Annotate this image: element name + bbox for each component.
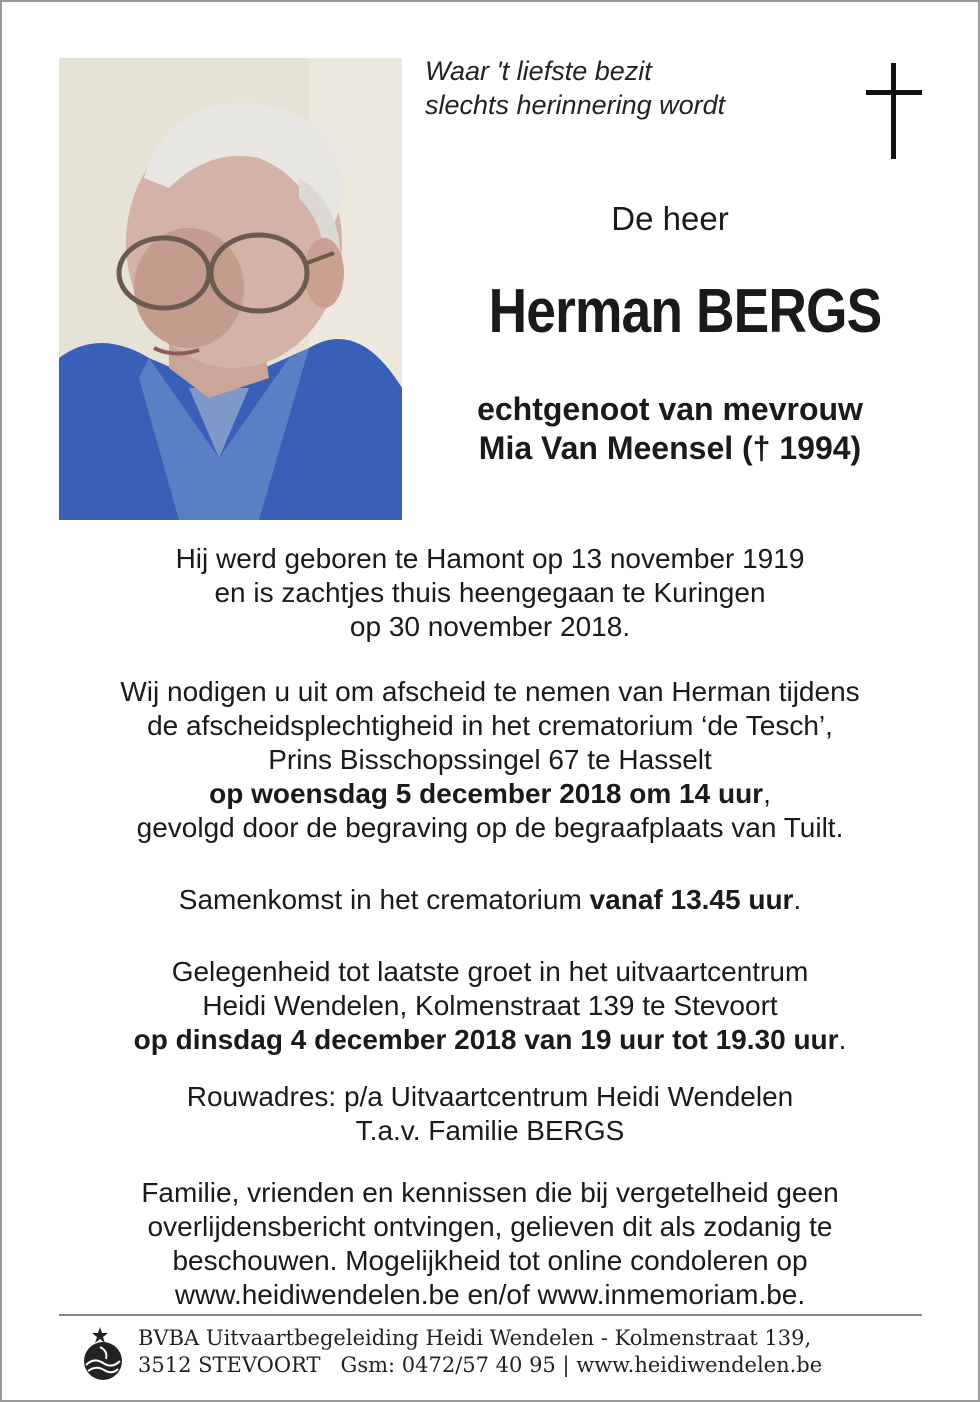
ceremony-line-5: gevolgd door de begraving op de begraafplaats van Tuilt. <box>136 812 844 843</box>
notice-line-4: www.heidiwendelen.be en/of www.inmemoriam.be. <box>174 1279 806 1310</box>
funeral-home-logo-icon <box>80 1325 126 1381</box>
address-line-1: Rouwadres: p/a Uitvaartcentrum Heidi Wendelen <box>186 1081 794 1112</box>
ceremony-date-line: op woensdag 5 december 2018 om 14 uur, <box>209 778 771 809</box>
viewing-paragraph <box>40 955 940 1057</box>
spouse-line-2: Mia Van Meensel († 1994) <box>478 430 862 466</box>
death-date-line: op 30 november 2018. <box>349 611 631 642</box>
gathering-text: Samenkomst in het crematorium <box>178 884 590 915</box>
death-place-line: en is zachtjes thuis heengegaan te Kuringen <box>214 577 766 608</box>
viewing-date-line: op dinsdag 4 december 2018 van 19 uur tot 19.30 uur. <box>133 1024 847 1055</box>
funeral-home-info <box>138 1325 822 1379</box>
notice-line-1: Familie, vrienden en kennissen die bij vergetelheid geen <box>141 1177 839 1208</box>
viewing-date: op dinsdag 4 december 2018 van 19 uur tot 19.30 uur <box>133 1024 839 1055</box>
mourning-address <box>40 1080 940 1148</box>
verse-line-1: Waar 't liefste bezit <box>425 56 652 86</box>
portrait-photo <box>59 58 402 520</box>
ceremony-line-1: Wij nodigen u uit om afscheid te nemen van Herman tijdens <box>120 676 860 707</box>
verse-line-2: slechts herinnering wordt <box>425 90 726 120</box>
ceremony-date: op woensdag 5 december 2018 om 14 uur <box>209 778 764 809</box>
birth-death-paragraph <box>40 542 940 644</box>
address-line-2: T.a.v. Familie BERGS <box>355 1115 625 1146</box>
spouse-line-1: echtgenoot van mevrouw <box>477 391 863 427</box>
viewing-line-2: Heidi Wendelen, Kolmenstraat 139 te Stevoort <box>202 990 778 1021</box>
ceremony-line-3: Prins Bisschopssingel 67 te Hasselt <box>268 744 712 775</box>
ceremony-line-2: de afscheidsplechtigheid in het crematorium ‘de Tesch’, <box>147 710 833 741</box>
notice-paragraph <box>40 1176 940 1312</box>
spouse-info <box>430 390 910 468</box>
ceremony-paragraph <box>40 675 940 845</box>
footer-divider <box>59 1314 922 1316</box>
gathering-time: vanaf 13.45 uur <box>589 884 794 915</box>
notice-line-3: beschouwen. Mogelijkheid tot online condoleren op <box>172 1245 808 1276</box>
viewing-line-1: Gelegenheid tot laatste groet in het uitvaartcentrum <box>171 956 809 987</box>
memorial-verse <box>425 54 725 122</box>
notice-line-2: overlijdensbericht ontvingen, gelieven dit als zodanig te <box>147 1211 833 1242</box>
footer-line-2: 3512 STEVOORT Gsm: 0472/57 40 95 | www.heidiwendelen.be <box>138 1353 823 1377</box>
honorific-title: De heer <box>611 200 729 237</box>
birth-line: Hij werd geboren te Hamont op 13 november 1919 <box>175 543 805 574</box>
gathering-paragraph: Samenkomst in het crematorium vanaf 13.45 uur. <box>178 884 802 915</box>
footer-line-1: BVBA Uitvaartbegeleiding Heidi Wendelen - Kolmenstraat 139, <box>138 1326 812 1350</box>
deceased-name: Herman BERGS <box>488 277 882 346</box>
cross-icon <box>866 63 922 159</box>
